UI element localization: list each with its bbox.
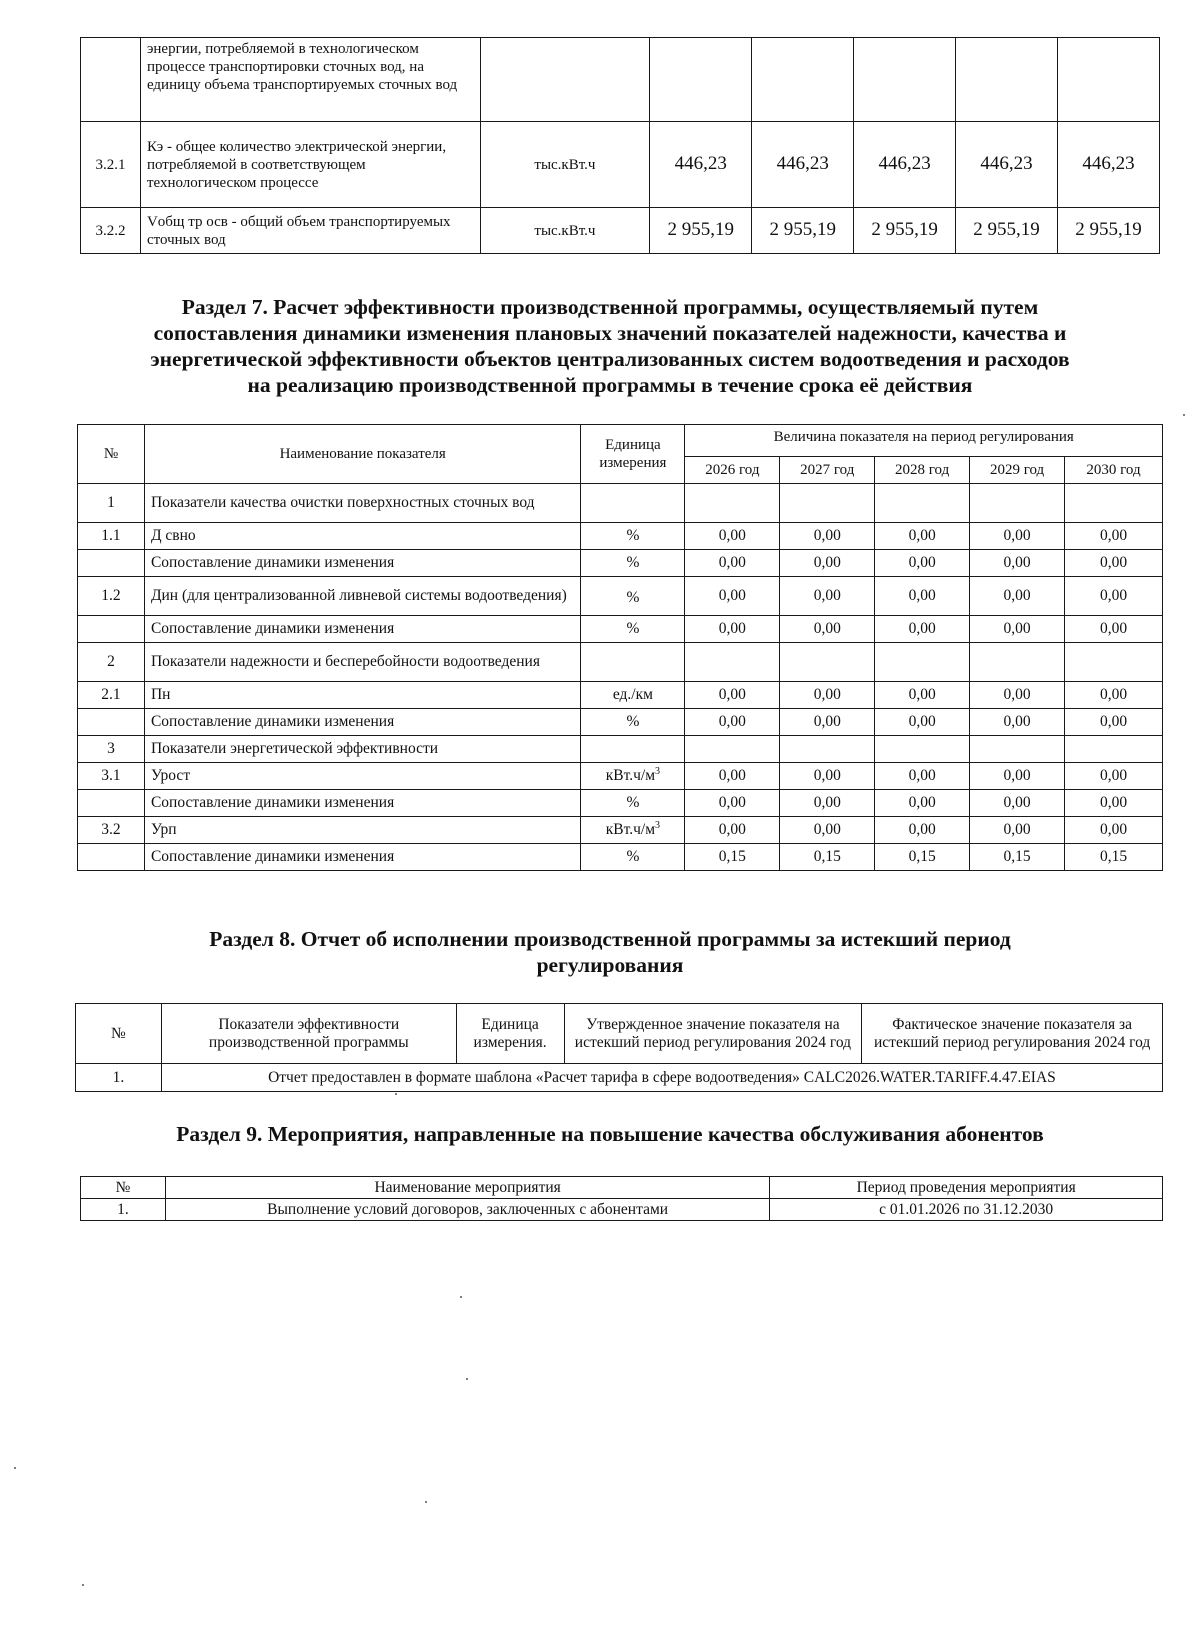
row-name: Урост (144, 763, 581, 790)
row-value (1065, 643, 1163, 682)
unit-text: кВт.ч/м (605, 767, 656, 785)
row-value (685, 643, 780, 682)
section7-heading-line: на реализацию производственной программы в течение срока её действия (247, 373, 973, 397)
table-row (78, 709, 1163, 736)
header-year: 2028 год (875, 457, 970, 484)
row-name: Показатели качества очистки поверхностных сточных вод (144, 484, 581, 523)
section8-heading (60, 926, 1160, 978)
row-value: 0,15 (970, 844, 1065, 871)
table-header-row (81, 1177, 1163, 1199)
row-value (970, 643, 1065, 682)
unit-superscript: 3 (655, 820, 661, 832)
row-value: 0,00 (685, 682, 780, 709)
unit-text: % (626, 554, 640, 572)
row-value: 0,00 (685, 577, 780, 616)
row-value: 0,15 (1065, 844, 1163, 871)
row-value: 0,00 (1065, 616, 1163, 643)
row-name: Сопоставление динамики изменения (144, 709, 581, 736)
row-value: 446,23 (956, 122, 1058, 208)
row-unit (581, 484, 685, 523)
scan-speck (395, 1093, 397, 1095)
row-value: 0,00 (970, 763, 1065, 790)
row-name: Сопоставление динамики изменения (144, 616, 581, 643)
table-row (78, 523, 1163, 550)
row-unit (581, 682, 685, 709)
row-value: 0,15 (780, 844, 875, 871)
row-unit (581, 763, 685, 790)
row-value: 0,00 (780, 682, 875, 709)
row-number (78, 709, 145, 736)
header-unit: Единица измерения (581, 425, 685, 484)
row-number: 3.2 (78, 817, 145, 844)
row-unit (581, 643, 685, 682)
row-value: 0,00 (1065, 709, 1163, 736)
row-number: 1 (78, 484, 145, 523)
row-value (1065, 736, 1163, 763)
row-value: 0,00 (970, 616, 1065, 643)
header-name: Наименование показателя (144, 425, 581, 484)
row-value: 0,00 (780, 550, 875, 577)
row-value: 0,00 (1065, 577, 1163, 616)
row-value (875, 736, 970, 763)
header-period: Величина показателя на период регулирования (685, 425, 1163, 457)
row-value: 0,00 (875, 817, 970, 844)
header-period: Период проведения мероприятия (770, 1177, 1163, 1199)
row-value: 0,00 (875, 523, 970, 550)
row-name: Показатели энергетической эффективности (144, 736, 581, 763)
row-value: 0,00 (1065, 550, 1163, 577)
header-indicators: Показатели эффективности производственной программы (161, 1004, 456, 1064)
row-value (875, 643, 970, 682)
header-unit: Единица измерения. (456, 1004, 564, 1064)
row-value: 0,00 (685, 817, 780, 844)
table-row (78, 616, 1163, 643)
row-unit: тыс.кВт.ч (480, 208, 650, 254)
scan-speck (460, 1296, 462, 1298)
table-row (78, 817, 1163, 844)
table-row (78, 484, 1163, 523)
row-value (780, 736, 875, 763)
row-name: Д свно (144, 523, 581, 550)
unit-text: ед./км (612, 686, 653, 704)
row-value: 2 955,19 (1058, 208, 1160, 254)
row-value: 2 955,19 (650, 208, 752, 254)
row-name: Пн (144, 682, 581, 709)
row-value: 446,23 (1058, 122, 1160, 208)
unit-text: % (626, 589, 640, 607)
row-value: 2 955,19 (854, 208, 956, 254)
row-value: 0,00 (875, 763, 970, 790)
energy-table (80, 37, 1160, 254)
row-value: 446,23 (854, 122, 956, 208)
continuation-text: энергии, потребляемой в технологическом процессе транспортировки сточных вод, на единицу объема транспортируемых сточных вод (140, 38, 480, 122)
scan-speck (466, 1378, 468, 1380)
row-value: 0,00 (970, 682, 1065, 709)
row-number: 1. (76, 1064, 162, 1092)
header-num: № (76, 1004, 162, 1064)
row-number: 3.2.1 (81, 122, 141, 208)
row-value: 0,00 (780, 616, 875, 643)
measure-period: с 01.01.2026 по 31.12.2030 (770, 1199, 1163, 1221)
row-number (78, 616, 145, 643)
header-approved: Утвержденное значение показателя на истекший период регулирования 2024 год (564, 1004, 862, 1064)
unit-text: кВт.ч/м (605, 821, 656, 839)
header-year: 2027 год (780, 457, 875, 484)
row-number: 2 (78, 643, 145, 682)
row-value: 446,23 (752, 122, 854, 208)
row-number: 3.1 (78, 763, 145, 790)
unit-text: % (626, 848, 640, 866)
measures-table (80, 1176, 1163, 1221)
scan-speck (14, 1467, 16, 1469)
row-value (875, 484, 970, 523)
row-number (78, 550, 145, 577)
row-value (780, 484, 875, 523)
table-row (81, 38, 1160, 122)
row-value: 0,00 (685, 523, 780, 550)
unit-text: % (626, 713, 640, 731)
section7-heading-line: сопоставления динамики изменения плановых значений показателей надежности, качества и (153, 321, 1067, 345)
header-year: 2029 год (970, 457, 1065, 484)
row-name: Урп (144, 817, 581, 844)
row-value: 0,00 (875, 790, 970, 817)
row-value: 0,00 (780, 817, 875, 844)
table-header-row (78, 425, 1163, 457)
scan-speck (425, 1501, 427, 1503)
table-row (78, 682, 1163, 709)
unit-text: % (626, 794, 640, 812)
row-unit (581, 616, 685, 643)
row-value: 0,00 (1065, 682, 1163, 709)
row-value: 0,00 (875, 682, 970, 709)
row-unit (581, 790, 685, 817)
row-value (780, 643, 875, 682)
section9-heading-line: Раздел 9. Мероприятия, направленные на повышение качества обслуживания абонентов (176, 1122, 1044, 1146)
section7-heading-line: энергетической эффективности объектов централизованных систем водоотведения и расходов (150, 347, 1070, 371)
table-row (81, 208, 1160, 254)
row-value: 2 955,19 (752, 208, 854, 254)
row-name: Кэ - общее количество электрической энергии, потребляемой в соответствующем технологическом процессе (140, 122, 480, 208)
row-value: 0,00 (970, 709, 1065, 736)
scan-speck (82, 1584, 84, 1586)
row-unit: тыс.кВт.ч (480, 122, 650, 208)
row-value: 0,00 (970, 550, 1065, 577)
row-number: 2.1 (78, 682, 145, 709)
table-row (78, 736, 1163, 763)
row-name: Сопоставление динамики изменения (144, 790, 581, 817)
row-value: 0,00 (875, 616, 970, 643)
row-name: Показатели надежности и бесперебойности водоотведения (144, 643, 581, 682)
table-row (78, 577, 1163, 616)
row-value: 0,00 (780, 577, 875, 616)
row-unit (581, 709, 685, 736)
row-number: 3.2.2 (81, 208, 141, 254)
row-unit (581, 550, 685, 577)
row-number: 3 (78, 736, 145, 763)
row-value: 0,00 (685, 790, 780, 817)
header-name: Наименование мероприятия (165, 1177, 769, 1199)
header-year: 2026 год (685, 457, 780, 484)
row-value: 0,00 (1065, 817, 1163, 844)
report-note: Отчет предоставлен в формате шаблона «Расчет тарифа в сфере водоотведения» CALC2026.WATER.TARIFF.4.47.EIAS (161, 1064, 1162, 1092)
row-value: 0,00 (1065, 523, 1163, 550)
row-value (685, 736, 780, 763)
row-unit (581, 844, 685, 871)
table-row (81, 1199, 1163, 1221)
table-header-row (76, 1004, 1163, 1064)
row-value: 0,00 (685, 709, 780, 736)
row-number: 1. (81, 1199, 166, 1221)
row-value: 0,00 (1065, 763, 1163, 790)
row-value (970, 736, 1065, 763)
row-unit (581, 577, 685, 616)
section7-heading (60, 294, 1160, 398)
row-value: 0,00 (780, 709, 875, 736)
row-number (78, 844, 145, 871)
row-value: 0,00 (875, 709, 970, 736)
row-value: 0,15 (875, 844, 970, 871)
measure-name: Выполнение условий договоров, заключенных с абонентами (165, 1199, 769, 1221)
unit-text: % (626, 527, 640, 545)
row-value: 2 955,19 (956, 208, 1058, 254)
row-name: Дин (для централизованной ливневой системы водоотведения) (144, 577, 581, 616)
row-value: 0,00 (685, 550, 780, 577)
row-value (685, 484, 780, 523)
table-row (78, 763, 1163, 790)
row-value: 0,00 (970, 577, 1065, 616)
row-name: Vобщ тр осв - общий объем транспортируемых сточных вод (140, 208, 480, 254)
row-value (970, 484, 1065, 523)
row-value: 0,00 (780, 523, 875, 550)
report-table (75, 1003, 1163, 1092)
scan-speck (1183, 414, 1185, 416)
row-value: 0,00 (970, 790, 1065, 817)
row-number: 1.1 (78, 523, 145, 550)
header-year: 2030 год (1065, 457, 1163, 484)
row-value: 0,00 (1065, 790, 1163, 817)
row-value: 0,00 (970, 523, 1065, 550)
header-actual: Фактическое значение показателя за истекший период регулирования 2024 год (862, 1004, 1163, 1064)
section9-heading (60, 1121, 1160, 1147)
row-value: 0,00 (685, 763, 780, 790)
table-row (78, 790, 1163, 817)
row-name: Сопоставление динамики изменения (144, 844, 581, 871)
row-value: 0,00 (875, 577, 970, 616)
unit-text: % (626, 620, 640, 638)
section7-heading-line: Раздел 7. Расчет эффективности производственной программы, осуществляемый путем (181, 295, 1039, 319)
efficiency-table (77, 424, 1163, 871)
section8-heading-line: регулирования (536, 953, 684, 977)
header-num: № (81, 1177, 166, 1199)
row-unit (581, 736, 685, 763)
row-value (1065, 484, 1163, 523)
row-value: 0,00 (780, 763, 875, 790)
row-value: 0,00 (970, 817, 1065, 844)
row-name: Сопоставление динамики изменения (144, 550, 581, 577)
table-row (78, 844, 1163, 871)
table-row (78, 643, 1163, 682)
row-value: 0,00 (780, 790, 875, 817)
table-row (78, 550, 1163, 577)
table-row (81, 122, 1160, 208)
efficiency-table-body (78, 484, 1163, 871)
row-unit (581, 523, 685, 550)
section8-heading-line: Раздел 8. Отчет об исполнении производственной программы за истекший период (209, 927, 1011, 951)
row-number: 1.2 (78, 577, 145, 616)
header-num: № (78, 425, 145, 484)
row-value: 446,23 (650, 122, 752, 208)
row-value: 0,15 (685, 844, 780, 871)
row-value: 0,00 (685, 616, 780, 643)
table-row (76, 1064, 1163, 1092)
row-number (78, 790, 145, 817)
row-unit (581, 817, 685, 844)
row-value: 0,00 (875, 550, 970, 577)
unit-superscript: 3 (655, 766, 661, 778)
